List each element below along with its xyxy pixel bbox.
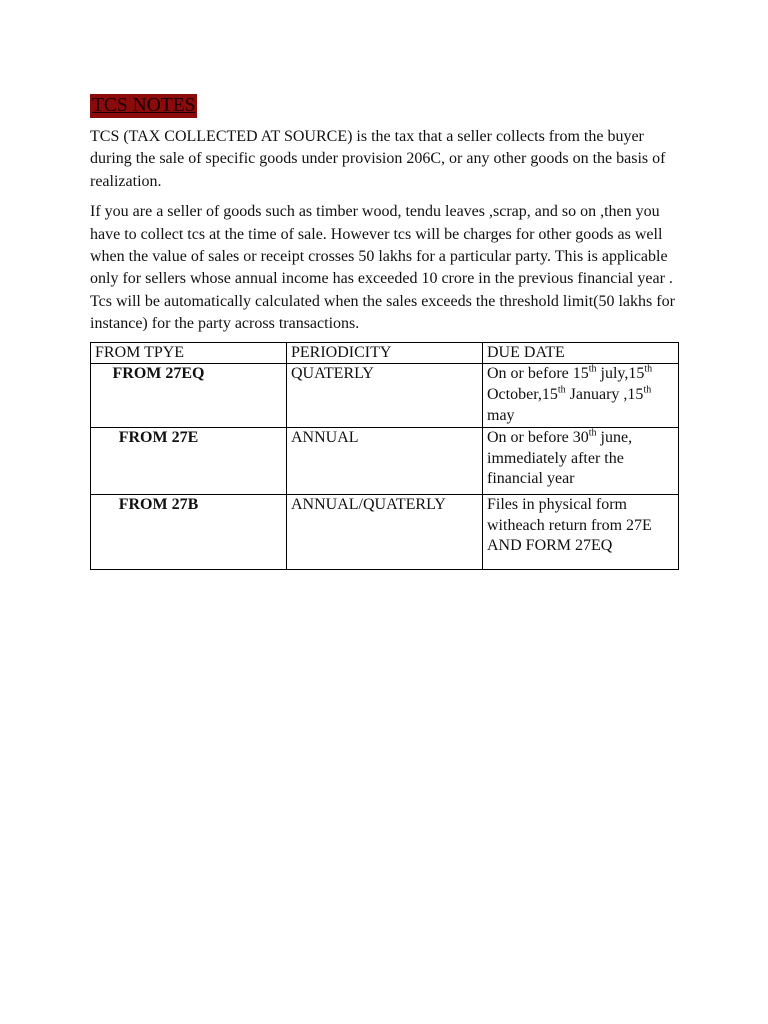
ordinal-suffix: th bbox=[557, 384, 566, 396]
due-text: june, immediately after the financial year bbox=[487, 428, 633, 488]
periodicity-cell: ANNUAL bbox=[287, 427, 483, 494]
table-row bbox=[91, 364, 679, 427]
due-text: On or before 30 bbox=[487, 428, 589, 446]
table-row bbox=[91, 494, 679, 569]
ordinal-suffix: th bbox=[644, 364, 653, 376]
ordinal-suffix: th bbox=[643, 384, 652, 396]
intro-paragraph: TCS (TAX COLLECTED AT SOURCE) is the tax that a seller collects from the buyer during the sale of specific goods under provision 206C, or any other goods on the basis of realization. bbox=[90, 128, 666, 190]
due-date-cell: Files in physical form witheach return from 27E AND FORM 27EQ bbox=[483, 494, 679, 569]
due-text: july,15 bbox=[600, 365, 645, 383]
details-paragraph: If you are a seller of goods such as timber wood, tendu leaves ,scrap, and so on ,then you have to collect tcs at the time of sale. However tcs will be charges for other goods as well when the value of sales or receipt crosses 50 lakhs for a particular party. This is applicable only for sellers whose annual income has exceeded 10 crore in the previous financial year . Tcs will be automatically calculated when the sales exceeds the threshold limit(50 lakhs for instance) for the party across transactions. bbox=[90, 203, 675, 333]
table-header-row bbox=[91, 342, 679, 364]
periodicity-cell: ANNUAL/QUATERLY bbox=[287, 494, 483, 569]
ordinal-suffix: th bbox=[588, 427, 597, 439]
due-text: October,15 bbox=[487, 386, 558, 404]
form-cell: FROM 27B bbox=[91, 494, 287, 569]
due-date-cell bbox=[483, 427, 679, 494]
header-periodicity: PERIODICITY bbox=[287, 342, 483, 364]
document-page bbox=[90, 94, 680, 570]
due-date-table bbox=[90, 342, 679, 570]
page-title: TCS NOTES bbox=[92, 95, 196, 116]
due-text: On or before 15 bbox=[487, 365, 589, 383]
due-text: January ,15 bbox=[569, 386, 644, 404]
table-row bbox=[91, 427, 679, 494]
form-cell: FROM 27E bbox=[91, 427, 287, 494]
periodicity-cell: QUATERLY bbox=[287, 364, 483, 427]
ordinal-suffix: th bbox=[588, 364, 597, 376]
header-due-date: DUE DATE bbox=[483, 342, 679, 364]
due-text: may bbox=[487, 407, 515, 425]
due-date-cell bbox=[483, 364, 679, 427]
header-form-type: FROM TPYE bbox=[91, 342, 287, 364]
form-cell: FROM 27EQ bbox=[91, 364, 287, 427]
